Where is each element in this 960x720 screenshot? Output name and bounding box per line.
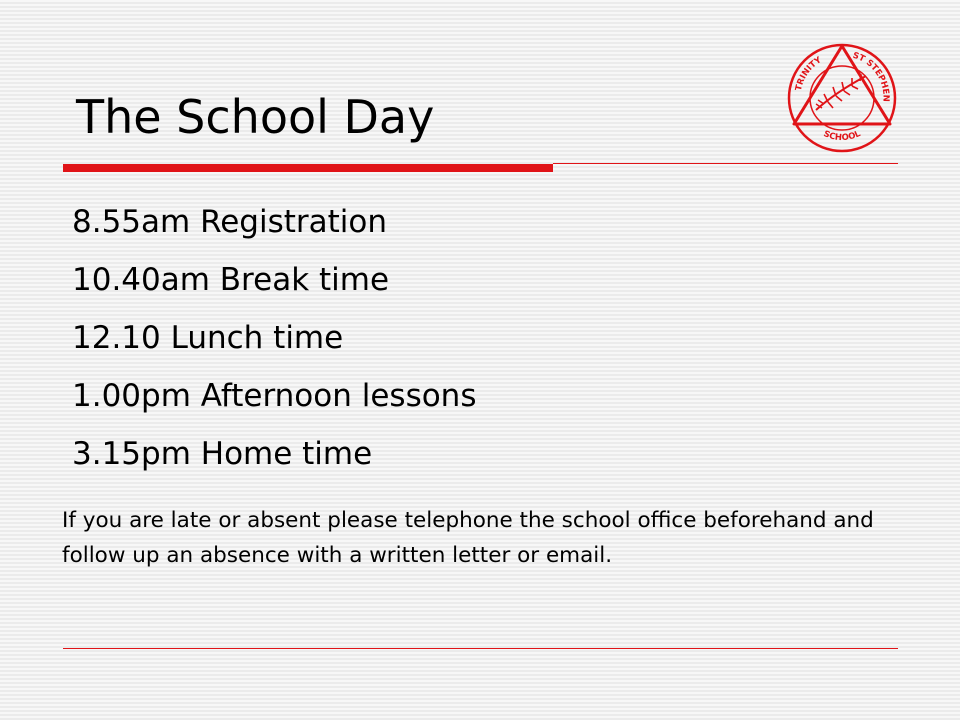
footer-divider-line — [63, 648, 898, 649]
title-underline-bar — [63, 164, 553, 172]
schedule-item-break: 10.40am Break time — [72, 262, 390, 298]
svg-text:SCHOOL — [822, 129, 863, 143]
schedule-item-lunch: 12.10 Lunch time — [72, 320, 344, 356]
logo-quill-icon — [816, 74, 866, 110]
schedule-item-home: 3.15pm Home time — [72, 436, 373, 472]
schedule-item-afternoon: 1.00pm Afternoon lessons — [72, 378, 477, 414]
school-crest-icon — [786, 42, 898, 154]
title-divider-line — [553, 163, 898, 164]
svg-text:TRINITY — [794, 55, 824, 92]
schedule-item-registration: 8.55am Registration — [72, 204, 388, 240]
schedule-list — [72, 193, 476, 483]
absence-note: If you are late or absent please telephone the school office beforehand and follow up an absence with a written letter or email. — [62, 508, 874, 568]
logo-text-right: ST STEPHEN — [851, 50, 891, 102]
page-title: The School Day — [76, 90, 435, 144]
logo-text-bottom: SCHOOL — [821, 129, 863, 144]
logo-text-left: TRINITY — [793, 55, 824, 92]
